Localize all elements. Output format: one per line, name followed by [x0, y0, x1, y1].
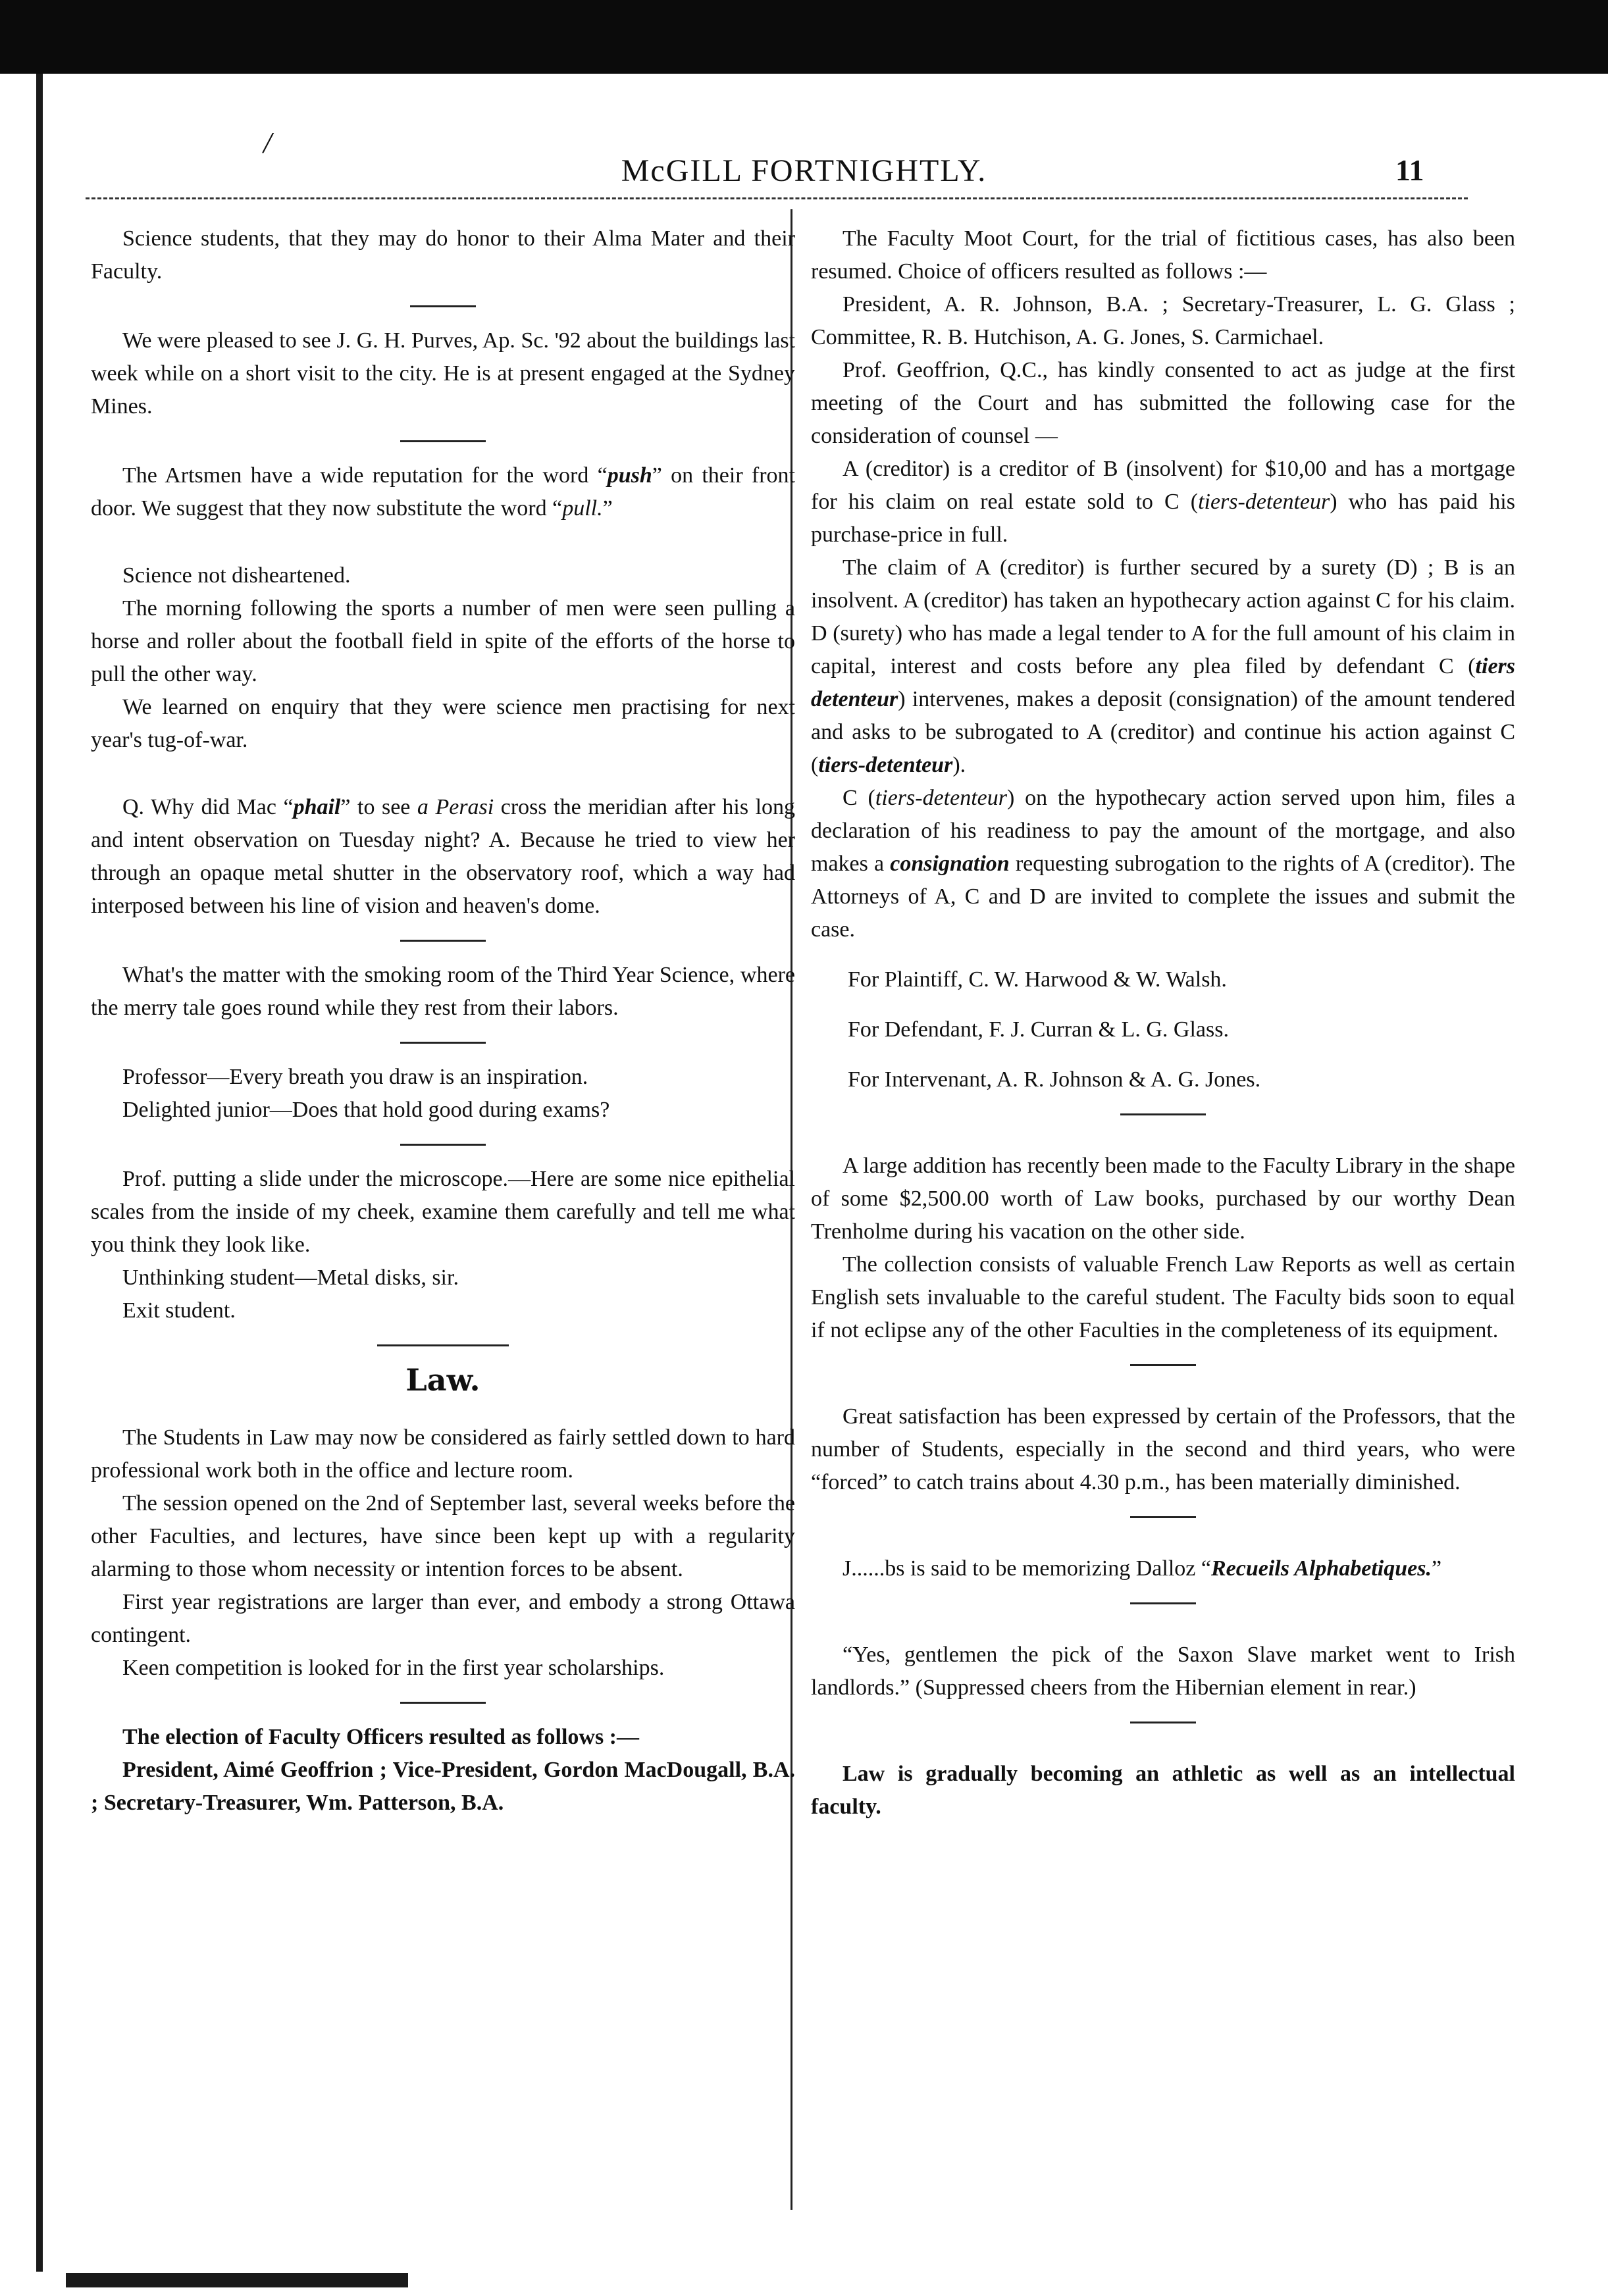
paragraph: Keen competition is looked for in the first year scholarships. [122, 1656, 665, 1680]
paragraph: A (creditor) is a creditor of B (insolvent) for $10,00 and has a mortgage for his claim on real estate sold to C (tiers-detenteur) who has paid his purchase-price in full. [811, 457, 1515, 547]
section-heading: Law. [405, 1362, 480, 1398]
paragraph: The collection consists of valuable French Law Reports as well as certain English sets invaluable to the careful student. The Faculty bids soon to equal if not eclipse any of the other Faculties in the completeness of its equipment. [811, 1252, 1515, 1342]
header-rule [86, 197, 1468, 199]
paragraph: We were pleased to see J. G. H. Purves, Ap. Sc. '92 about the buildings last week while on a short visit to the city. He is at present engaged at the Sydney Mines. [91, 328, 795, 419]
right-column [811, 222, 1515, 1824]
left-border [36, 74, 43, 2272]
paragraph: Law is gradually becoming an athletic as well as an intellectual faculty. [811, 1762, 1515, 1819]
separator [400, 1144, 486, 1146]
separator [1120, 1113, 1206, 1115]
separator [1130, 1602, 1196, 1604]
paragraph: Great satisfaction has been expressed by certain of the Professors, that the number of Students, especially in the second and third years, who were “forced” to catch trains about 4.30 p.m., has been materially diminished. [811, 1404, 1515, 1494]
separator [400, 440, 486, 442]
paragraph: Delighted junior—Does that hold good during exams? [122, 1098, 610, 1122]
paragraph: A large addition has recently been made to the Faculty Library in the shape of some $2,500.00 worth of Law books, purchased by our worthy Dean Trenholme during his vacation on the other side. [811, 1154, 1515, 1244]
paragraph: “Yes, gentlemen the pick of the Saxon Slave market went to Irish landlords.” (Suppressed cheers from the Hibernian element in rear.) [811, 1643, 1515, 1700]
paragraph: What's the matter with the smoking room of the Third Year Science, where the merry tale goes round while they rest from their labors. [91, 963, 795, 1020]
separator [377, 1344, 509, 1346]
paragraph: The session opened on the 2nd of September last, several weeks before the other Faculties, and lectures, have since been kept up with a regularity alarming to those whom necessity or intention forces to be absent. [91, 1491, 795, 1581]
separator [1130, 1516, 1196, 1518]
paragraph: The claim of A (creditor) is further secured by a surety (D) ; B is an insolvent. A (creditor) has taken an hypothecary action against C for his claim. D (surety) who has made a legal tender to A for the full amount of his claim in capital, interest and costs before any plea filed by defendant C (tiers detenteur) intervenes, makes a deposit (consignation) of the amount tendered and asks to be subrogated to A (creditor) and continue his action against C (tiers-detenteur). [811, 555, 1515, 777]
top-border [0, 0, 1608, 74]
paragraph: Unthinking student—Metal disks, sir. [122, 1265, 459, 1290]
bottom-border [66, 2273, 408, 2287]
page-title: McGILL FORTNIGHTLY. [621, 153, 987, 188]
separator [400, 940, 486, 942]
counsel-line: For Intervenant, A. R. Johnson & A. G. Jones. [848, 1067, 1261, 1092]
separator [1130, 1364, 1196, 1366]
paragraph: The morning following the sports a number of men were seen pulling a horse and roller about the football field in spite of the efforts of the horse to pull the other way. [91, 596, 795, 686]
paragraph: We learned on enquiry that they were science men practising for next year's tug-of-war. [91, 695, 795, 752]
paragraph: Science students, that they may do honor to their Alma Mater and their Faculty. [91, 226, 795, 284]
paragraph: C (tiers-detenteur) on the hypothecary action served upon him, files a declaration of his readiness to pay the amount of the mortgage, and also makes a consignation requesting subrogation to the rights of A (creditor). The Attorneys of A, C and D are invited to complete the issues and submit the case. [811, 786, 1516, 942]
paragraph: Prof. putting a slide under the microscope.—Here are some nice epithelial scales from the inside of my cheek, examine them carefully and tell me what you think they look like. [91, 1167, 795, 1257]
paragraph: The Students in Law may now be considered as fairly settled down to hard professional work both in the office and lecture room. [91, 1425, 795, 1483]
paragraph-title: Science not disheartened. [122, 563, 351, 588]
paragraph: President, Aimé Geoffrion ; Vice-President, Gordon MacDougall, B.A. ; Secretary-Treasurer, Wm. Patterson, B.A. [91, 1758, 795, 1815]
paragraph: First year registrations are larger than ever, and embody a strong Ottawa contingent. [91, 1590, 795, 1647]
separator [410, 305, 476, 307]
paragraph: The Artsmen have a wide reputation for the word “push” on their front door. We suggest that they now substitute the word “pull.” [91, 463, 795, 521]
paragraph: J......bs is said to be memorizing Dalloz “Recueils Alphabetiques.” [843, 1556, 1442, 1581]
paragraph: President, A. R. Johnson, B.A. ; Secretary-Treasurer, L. G. Glass ; Committee, R. B. Hutchison, A. G. Jones, S. Carmichael. [811, 292, 1515, 349]
left-column [91, 222, 795, 1820]
paragraph: The election of Faculty Officers resulted as follows :— [122, 1725, 640, 1749]
page-number: 11 [1395, 153, 1424, 187]
paragraph: Prof. Geoffrion, Q.C., has kindly consented to act as judge at the first meeting of the Court and has submitted the following case for the consideration of counsel — [811, 358, 1515, 448]
counsel-line: For Defendant, F. J. Curran & L. G. Glass. [848, 1017, 1229, 1042]
margin-mark: / [263, 126, 272, 159]
paragraph: The Faculty Moot Court, for the trial of fictitious cases, has also been resumed. Choice of officers resulted as follows :— [811, 226, 1515, 284]
counsel-line: For Plaintiff, C. W. Harwood & W. Walsh. [848, 967, 1227, 992]
paragraph: Professor—Every breath you draw is an inspiration. [122, 1065, 588, 1089]
paragraph: Q. Why did Mac “phail” to see a Perasi cross the meridian after his long and intent observation on Tuesday night? A. Because he tried to view her through an opaque metal shutter in the observatory roof, which a way had interposed between his line of vision and heaven's dome. [91, 795, 796, 918]
paragraph: Exit student. [122, 1298, 236, 1323]
separator [400, 1702, 486, 1704]
separator [1130, 1722, 1196, 1723]
separator [400, 1042, 486, 1044]
